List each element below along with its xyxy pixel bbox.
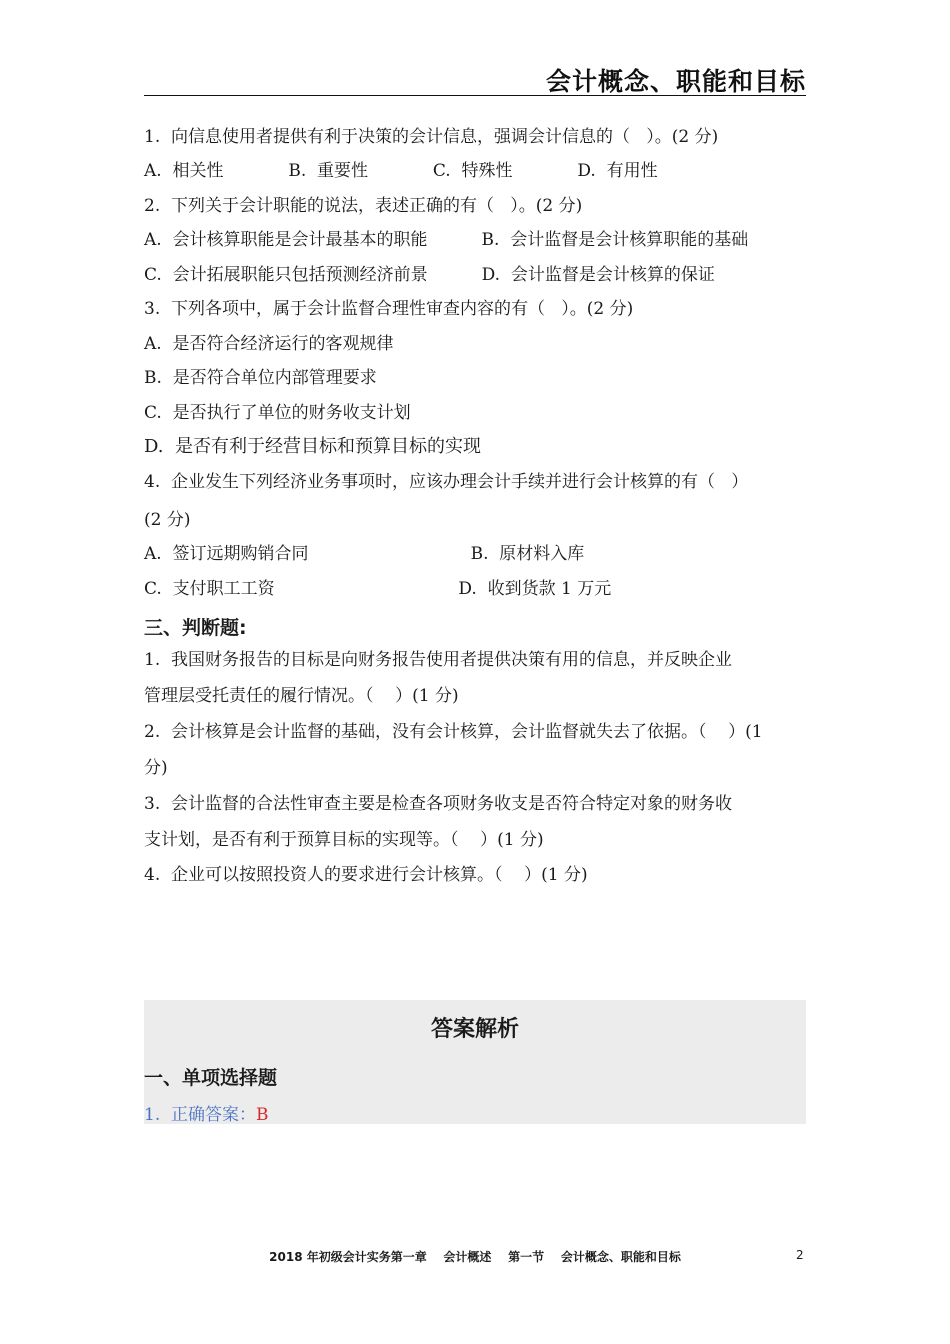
judgment-4: 4. 企业可以按照投资人的要求进行会计核算。（ ）(1 分) [144,865,588,885]
question-4-stem-cont: (2 分) [144,510,191,530]
question-3-option-c: C. 是否执行了单位的财务收支计划 [144,403,411,423]
judgment-3-line1: 3. 会计监督的合法性审查主要是检查各项财务收支是否符合特定对象的财务收 [144,794,733,814]
question-3-stem: 3. 下列各项中，属于会计监督合理性审查内容的有（ ）。(2 分) [144,299,634,319]
page-footer: 2018 年初级会计实务第一章 会计概述 第一节 会计概念、职能和目标 [269,1250,681,1264]
question-2-options-cd: C. 会计拓展职能只包括预测经济前景 D. 会计监督是会计核算的保证 [144,265,715,285]
answer-1-value: B [256,1105,269,1125]
answer-1-label: 1. 正确答案： [144,1105,257,1125]
answer-section-heading: 一、单项选择题 [144,1067,278,1089]
judgment-2-line2: 分) [144,758,168,778]
question-3-option-a: A. 是否符合经济运行的客观规律 [144,334,394,354]
question-4-options-cd: C. 支付职工工资 D. 收到货款 1 万元 [144,579,612,599]
answer-panel-title: 答案解析 [430,1017,519,1042]
question-1-stem: 1. 向信息使用者提供有利于决策的会计信息，强调会计信息的（ ）。(2 分) [144,127,719,147]
question-2-stem: 2. 下列关于会计职能的说法，表述正确的有（ ）。(2 分) [144,196,583,216]
page-header-title: 会计概念、职能和目标 [545,67,806,96]
judgment-1-line1: 1. 我国财务报告的目标是向财务报告使用者提供决策有用的信息，并反映企业 [144,650,733,670]
question-4-options-ab: A. 签订远期购销合同 B. 原材料入库 [144,544,585,564]
question-1-options: A. 相关性 B. 重要性 C. 特殊性 D. 有用性 [144,161,658,181]
judgment-2-line1: 2. 会计核算是会计监督的基础，没有会计核算，会计监督就失去了依据。（ ）(1 [144,722,763,742]
question-3-option-d: D. 是否有利于经营目标和预算目标的实现 [144,436,481,457]
question-3-option-b: B. 是否符合单位内部管理要求 [144,368,377,388]
answer-panel [144,1000,806,1124]
answer-1 [144,1100,269,1125]
question-2-options-ab: A. 会计核算职能是会计最基本的职能 B. 会计监督是会计核算职能的基础 [144,230,749,250]
question-4-stem: 4. 企业发生下列经济业务事项时，应该办理会计手续并进行会计核算的有（ ） [144,472,749,492]
judgment-1-line2: 管理层受托责任的履行情况。（ ）(1 分) [144,686,459,706]
page-number: 2 [796,1248,804,1262]
judgment-section-heading: 三、判断题: [144,617,247,639]
judgment-3-line2: 支计划，是否有利于预算目标的实现等。（ ）(1 分) [144,830,544,850]
header-divider [144,95,806,96]
